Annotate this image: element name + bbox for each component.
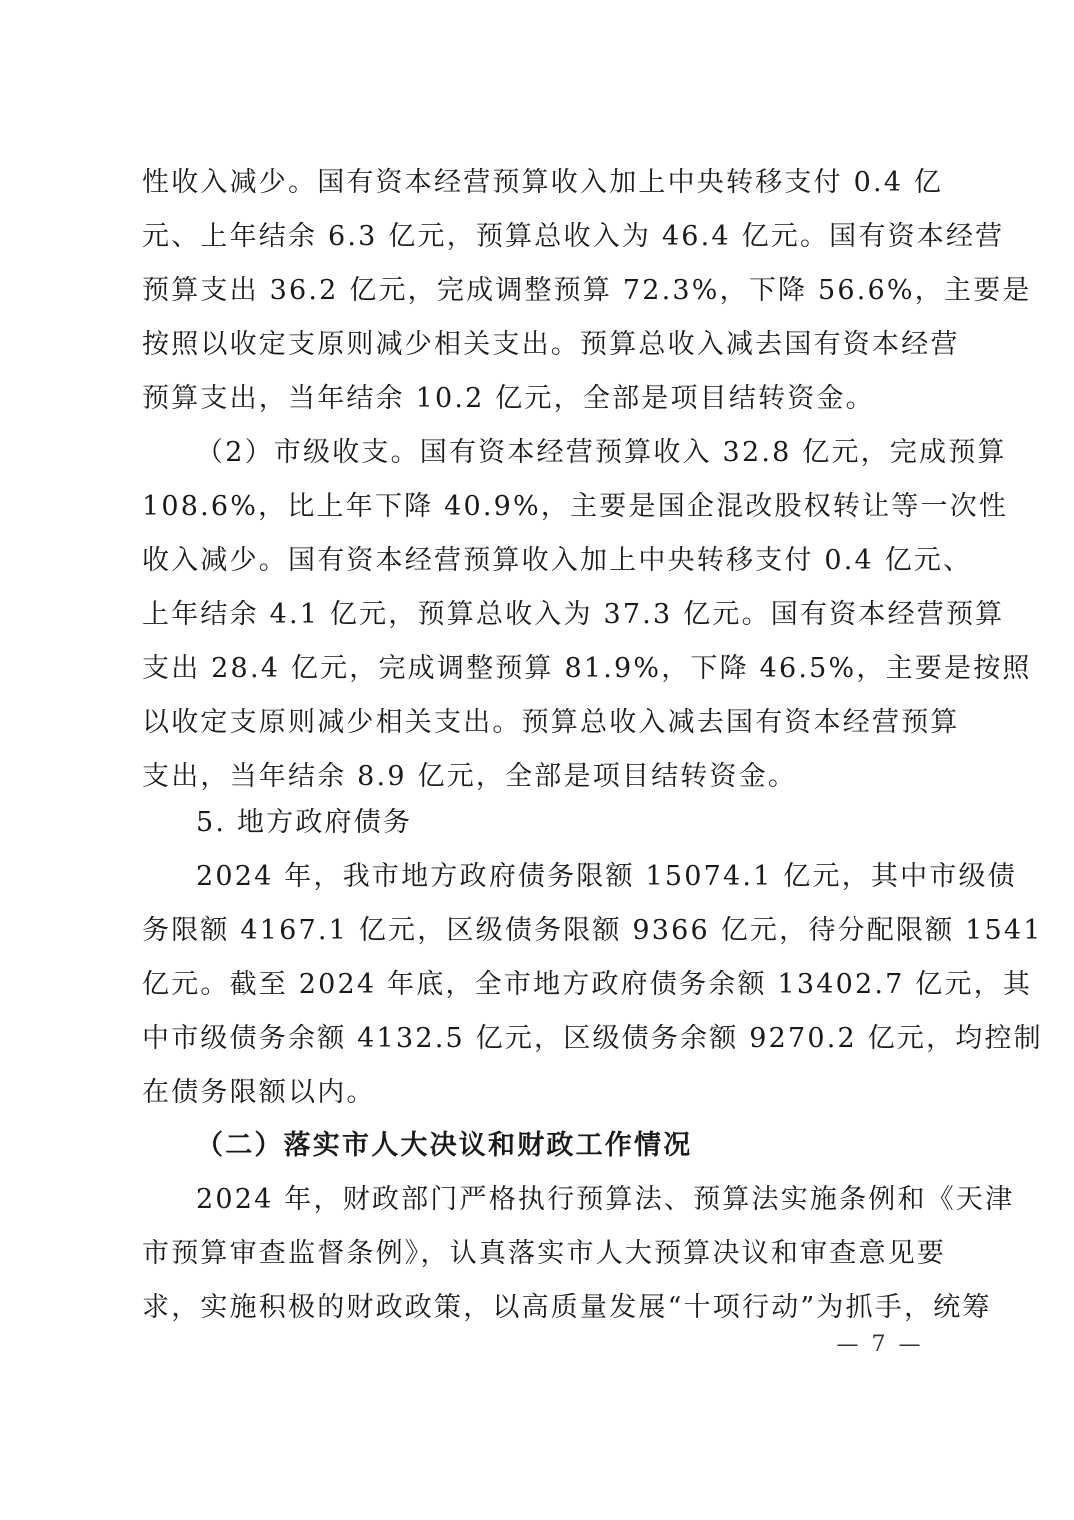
paragraph-line-16: 亿元。截至 2024 年底，全市地方政府债务余额 13402.7 亿元，其 [142, 969, 1033, 1000]
page-number: — 7 — [836, 1332, 924, 1357]
paragraph-line-15: 务限额 4167.1 亿元，区级债务限额 9366 亿元，待分配限额 1541 [142, 915, 1043, 946]
paragraph-line-4: 按照以收定支原则减少相关支出。预算总收入减去国有资本经营 [142, 329, 960, 360]
paragraph-line-8: 收入减少。国有资本经营预算收入加上中央转移支付 0.4 亿元、 [142, 545, 973, 576]
paragraph-line-21: 市预算审查监督条例》，认真落实市人大预算决议和审查意见要 [142, 1238, 947, 1269]
paragraph-line-3: 预算支出 36.2 亿元，完成调整预算 72.3%，下降 56.6%，主要是 [142, 275, 1032, 306]
paragraph-line-1: 性收入减少。国有资本经营预算收入加上中央转移支付 0.4 亿 [142, 167, 944, 198]
paragraph-line-17: 中市级债务余额 4132.5 亿元，区级债务余额 9270.2 亿元，均控制 [142, 1023, 1043, 1054]
section-heading-resolutions: （二）落实市人大决议和财政工作情况 [196, 1130, 693, 1161]
paragraph-line-18: 在债务限额以内。 [142, 1077, 376, 1108]
section-heading-debt: 5. 地方政府债务 [196, 807, 413, 838]
paragraph-line-10: 支出 28.4 亿元，完成调整预算 81.9%，下降 46.5%，主要是按照 [142, 653, 1032, 684]
paragraph-line-11: 以收定支原则减少相关支出。预算总收入减去国有资本经营预算 [142, 707, 960, 738]
paragraph-line-22: 求，实施积极的财政政策，以高质量发展“十项行动”为抓手，统筹 [142, 1292, 992, 1323]
paragraph-line-2: 元、上年结余 6.3 亿元，预算总收入为 46.4 亿元。国有资本经营 [142, 221, 1005, 252]
paragraph-line-20: 2024 年，财政部门严格执行预算法、预算法实施条例和《天津 [196, 1184, 1015, 1215]
paragraph-line-7: 108.6%，比上年下降 40.9%，主要是国企混改股权转让等一次性 [142, 491, 1009, 522]
paragraph-line-12: 支出，当年结余 8.9 亿元，全部是项目结转资金。 [142, 761, 798, 792]
paragraph-line-5: 预算支出，当年结余 10.2 亿元，全部是项目结转资金。 [142, 383, 875, 414]
paragraph-line-6: （2）市级收支。国有资本经营预算收入 32.8 亿元，完成预算 [196, 437, 1007, 468]
paragraph-line-14: 2024 年，我市地方政府债务限额 15074.1 亿元，其中市级债 [196, 861, 1017, 892]
paragraph-line-9: 上年结余 4.1 亿元，预算总收入为 37.3 亿元。国有资本经营预算 [142, 599, 1005, 630]
